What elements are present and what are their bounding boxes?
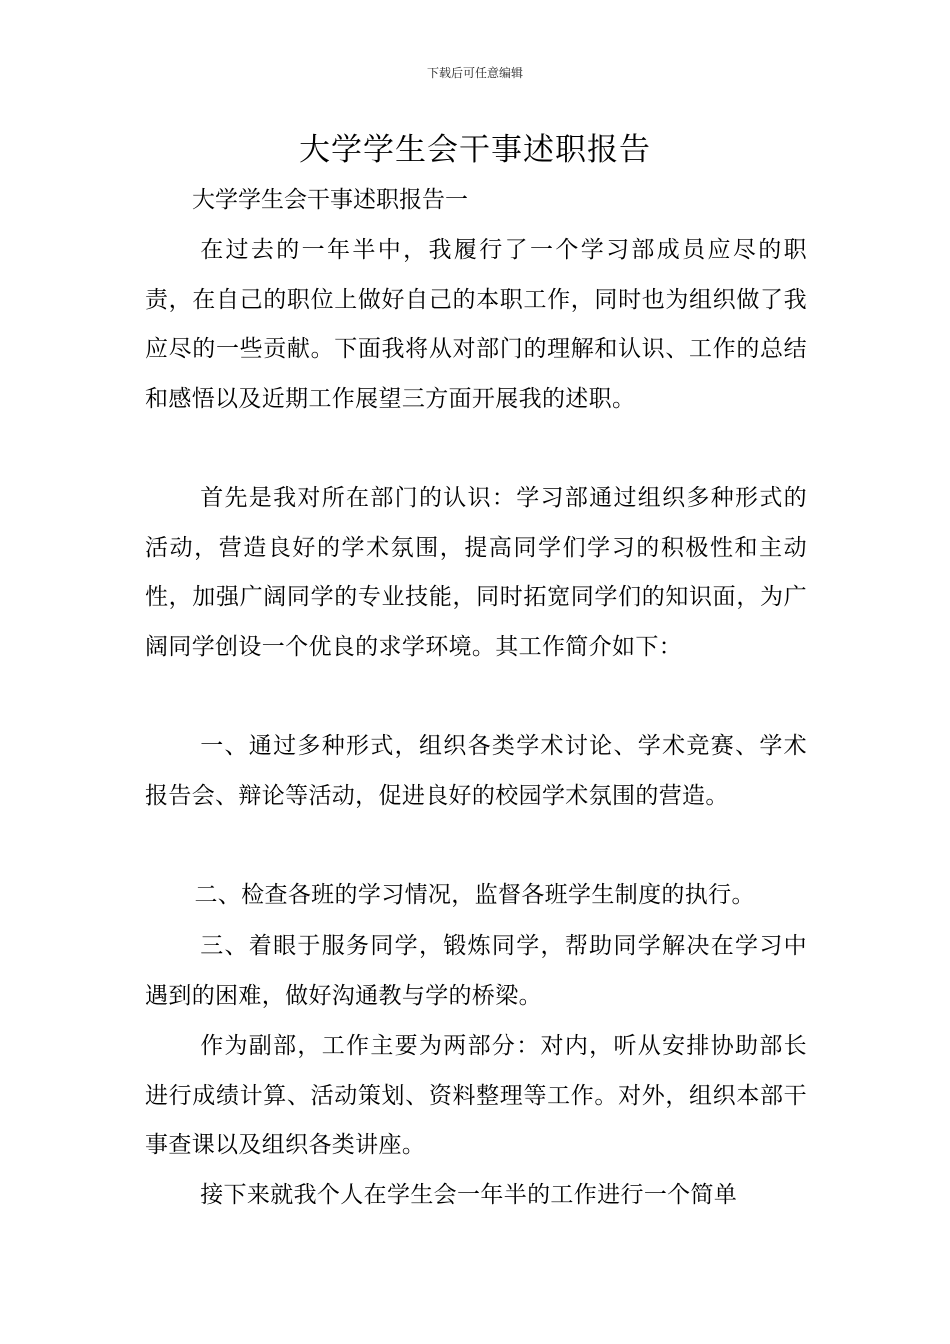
paragraph-item-one: 一、通过多种形式，组织各类学术讨论、学术竞赛、学术报告会、辩论等活动，促进良好的校园学术氛围的营造。 (145, 733, 807, 809)
paragraph-item-two: 二、检查各班的学习情况，监督各班学生制度的执行。 (194, 882, 755, 908)
document-subtitle: 大学学生会干事述职报告一 (192, 187, 468, 213)
paragraph-department-overview: 首先是我对所在部门的认识：学习部通过组织多种形式的活动，营造良好的学术氛围，提高同学们学习的积极性和主动性，加强广阔同学的专业技能，同时拓宽同学们的知识面，为广阔同学创设一个优良的求学环境。其工作简介如下： (145, 485, 807, 660)
document-title: 大学学生会干事述职报告 (299, 132, 651, 168)
paragraph-intro: 在过去的一年半中，我履行了一个学习部成员应尽的职责，在自己的职位上做好自己的本职工作，同时也为组织做了我应尽的一些贡献。下面我将从对部门的理解和认识、工作的总结和感悟以及近期工作展望三方面开展我的述职。 (145, 237, 807, 412)
paragraph-item-three: 三、着眼于服务同学，锻炼同学，帮助同学解决在学习中遇到的困难，做好沟通教与学的桥梁。 (145, 933, 807, 1009)
paragraph-role-duties: 作为副部，工作主要为两部分：对内，听从安排协助部长进行成绩计算、活动策划、资料整理等工作。对外，组织本部干事查课以及组织各类讲座。 (145, 1033, 807, 1159)
paragraph-summary-start: 接下来就我个人在学生会一年半的工作进行一个简单 (200, 1182, 738, 1208)
page-header-note: 下载后可任意编辑 (426, 66, 523, 80)
